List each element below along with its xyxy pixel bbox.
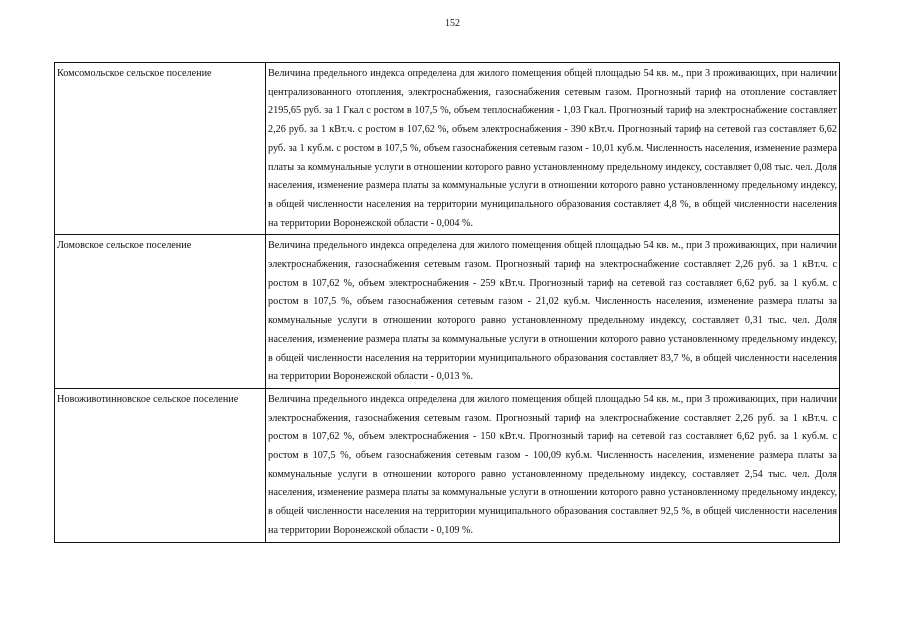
settlement-name: Ломовское сельское поселение <box>55 235 266 389</box>
settlement-description: Величина предельного индекса определена для жилого помещения общей площадью 54 кв. м., при 3 проживающих, при наличии централизованного отопления, электроснабжения, газоснабжения сетевым газом. Прогнозный тариф на отопление составляет 2195,65 руб. за 1 Гкал с ростом в 107,5 %, объем теплоснабжения - 1,03 Гкал. Прогнозный тариф на электроснабжение составляет 2,26 руб. за 1 кВт.ч. с ростом в 107,62 %, объем электроснабжения - 390 кВт.ч. Прогнозный тариф на сетевой газ составляет 6,62 руб. за 1 куб.м. с ростом в 107,5 %, объем газоснабжения сетевым газом - 10,01 куб.м. Численность населения, изменение размера платы за коммунальные услуги в отношении которого равно установленному предельному индексу, составляет 0,08 тыс. чел. Доля населения, изменение размера платы за коммунальные услуги в отношении которого равно установленному предельному индексу, в общей численности населения на территории муниципального образования составляет 4,8 %, в общей численности населения на территории Воронежской области - 0,004 %. <box>266 63 840 235</box>
settlement-description: Величина предельного индекса определена для жилого помещения общей площадью 54 кв. м., при 3 проживающих, при наличии электроснабжения, газоснабжения сетевым газом. Прогнозный тариф на электроснабжение составляет 2,26 руб. за 1 кВт.ч. с ростом в 107,62 %, объем электроснабжения - 150 кВт.ч. Прогнозный тариф на сетевой газ составляет 6,62 руб. за 1 куб.м. с ростом в 107,5 %, объем газоснабжения сетевым газом - 100,09 куб.м. Численность населения, изменение размера платы за коммунальные услуги в отношении которого равно установленному предельному индексу, составляет 2,54 тыс. чел. Доля населения, изменение размера платы за коммунальные услуги в отношении которого равно установленному предельному индексу, в общей численности населения на территории муниципального образования составляет 92,5 %, в общей численности населения на территории Воронежской области - 0,109 %. <box>266 388 840 542</box>
settlement-name: Комсомольское сельское поселение <box>55 63 266 235</box>
page-number: 152 <box>445 18 460 29</box>
settlement-name: Новоживотинновское сельское поселение <box>55 388 266 542</box>
settlement-description: Величина предельного индекса определена для жилого помещения общей площадью 54 кв. м., при 3 проживающих, при наличии электроснабжения, газоснабжения сетевым газом. Прогнозный тариф на электроснабжение составляет 2,26 руб. за 1 кВт.ч. с ростом в 107,62 %, объем электроснабжения - 259 кВт.ч. Прогнозный тариф на сетевой газ составляет 6,62 руб. за 1 куб.м. с ростом в 107,5 %, объем газоснабжения сетевым газом - 21,02 куб.м. Численность населения, изменение размера платы за коммунальные услуги в отношении которого равно установленному предельному индексу, составляет 0,31 тыс. чел. Доля населения, изменение размера платы за коммунальные услуги в отношении которого равно установленному предельному индексу, в общей численности населения на территории муниципального образования составляет 83,7 %, в общей численности населения на территории Воронежской области - 0,013 %. <box>266 235 840 389</box>
settlements-table <box>54 62 840 543</box>
table-row <box>55 388 840 542</box>
table-row <box>55 63 840 235</box>
table-row <box>55 235 840 389</box>
